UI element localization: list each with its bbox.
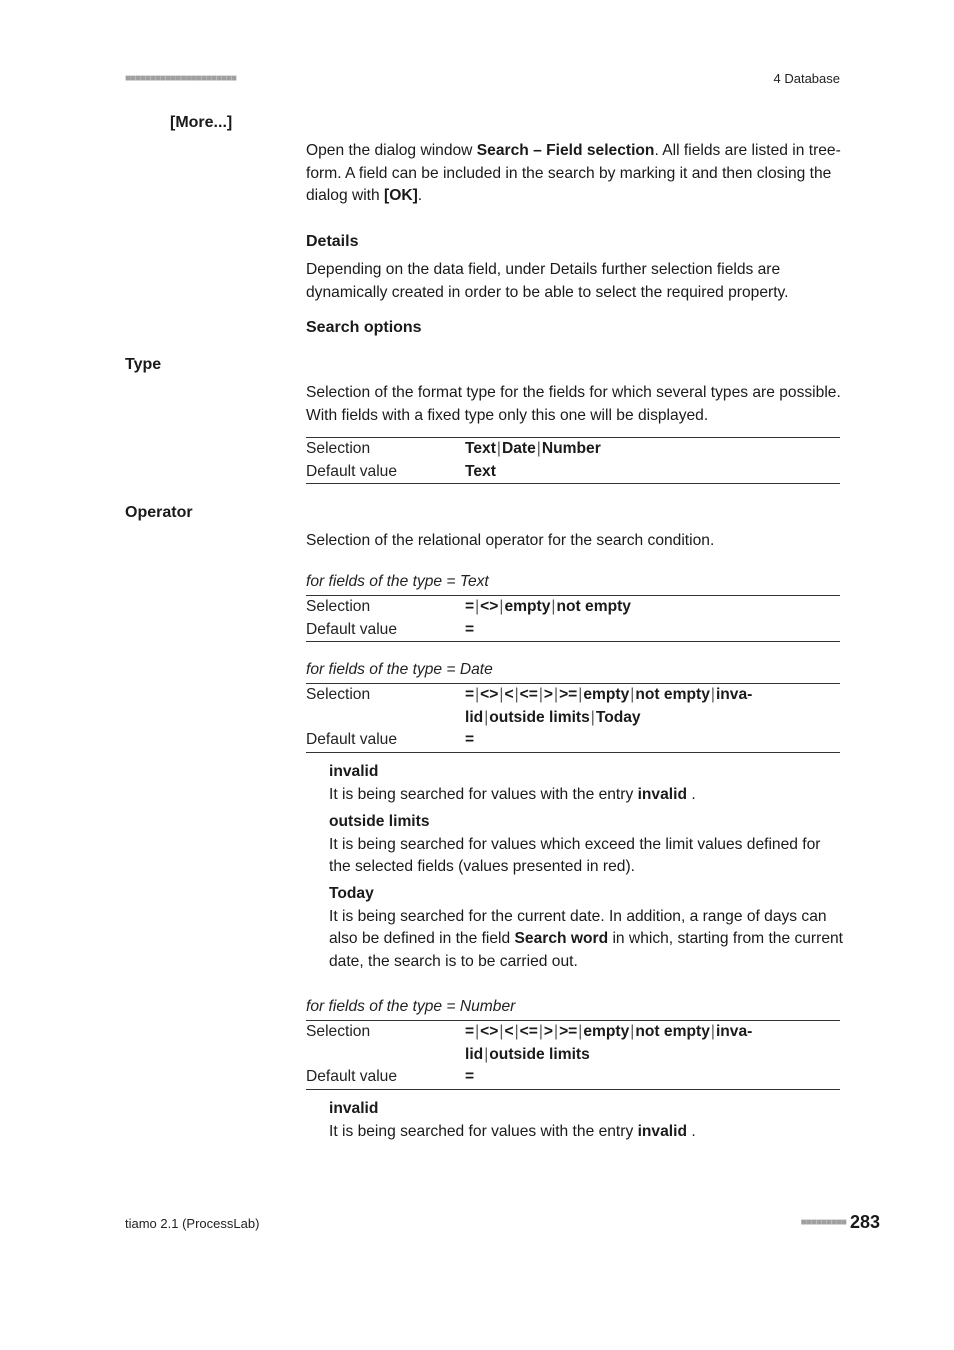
- option: Number: [541, 440, 601, 457]
- dialog-name: Search – Field selection: [476, 142, 655, 159]
- option: >=: [559, 1023, 578, 1040]
- table-row: [306, 684, 840, 729]
- option: outside limits: [489, 708, 590, 726]
- definition-term: outside limits: [329, 813, 430, 830]
- table-row: [306, 596, 840, 619]
- date-table-caption: for fields of the type = Date: [306, 661, 493, 678]
- table-row: [306, 619, 840, 642]
- selection-key: Selection: [306, 440, 371, 457]
- option: Today: [595, 708, 641, 726]
- separator: |: [536, 440, 541, 457]
- date-operator-table: [306, 683, 840, 753]
- separator: |: [554, 1023, 559, 1040]
- type-text: Selection of the format type for the fields for which several types are possible. With fields with a fixed type only this one will be displayed.: [306, 384, 841, 424]
- default-value: =: [465, 1068, 475, 1086]
- table-row: [306, 438, 840, 461]
- default-value: =: [465, 731, 475, 749]
- option: lid: [465, 708, 484, 726]
- table-row: [306, 461, 840, 484]
- separator: |: [514, 686, 519, 703]
- header-decoration: ■■■■■■■■■■■■■■■■■■■■■■: [125, 73, 236, 84]
- text-run: It is being searched for the current date. In addition, a range of days can also be defined in the field: [329, 907, 827, 948]
- text-bold: Search word: [514, 930, 609, 948]
- separator: |: [590, 708, 595, 726]
- option: <: [504, 686, 514, 703]
- details-text: Depending on the data field, under Details further selection fields are dynamically created in order to be able to select the required property.: [306, 261, 789, 301]
- option: <>: [480, 598, 499, 615]
- text-run: Open the dialog window: [306, 142, 477, 159]
- option: Text: [465, 440, 496, 457]
- definition-item: [329, 883, 844, 973]
- option: >: [543, 686, 554, 703]
- option: >=: [559, 686, 578, 703]
- footer-page: [740, 1212, 880, 1233]
- default-key: Default value: [306, 620, 398, 638]
- text-operator-table: [306, 595, 840, 642]
- separator: |: [484, 708, 489, 726]
- option: <=: [519, 1023, 538, 1040]
- number-operator-table: [306, 1020, 840, 1090]
- separator: |: [475, 686, 480, 703]
- footer-decoration: ■■■■■■■■■: [800, 1217, 846, 1228]
- separator: |: [484, 1045, 489, 1063]
- selection-line: [465, 684, 840, 707]
- text-run: It is being searched for values with the entry: [329, 785, 638, 803]
- more-description: [306, 140, 844, 208]
- definition-text: [329, 834, 844, 879]
- search-options-heading: Search options: [306, 319, 422, 336]
- option: inva-: [715, 1023, 753, 1040]
- selection-key: Selection: [306, 598, 371, 615]
- selection-values: [465, 1021, 840, 1066]
- footer-product: tiamo 2.1 (ProcessLab): [125, 1216, 260, 1231]
- separator: |: [538, 1023, 543, 1040]
- option: <>: [480, 686, 499, 703]
- definition-item: [329, 1098, 844, 1143]
- default-key: Default value: [306, 462, 398, 480]
- selection-line: [465, 707, 840, 730]
- separator: |: [710, 1023, 715, 1040]
- text-run: .: [686, 1122, 696, 1140]
- details-heading: Details: [306, 233, 359, 250]
- table-row: [306, 729, 840, 752]
- separator: |: [475, 598, 480, 615]
- default-key: Default value: [306, 731, 398, 749]
- separator: |: [538, 686, 543, 703]
- option: =: [465, 598, 475, 615]
- operator-label: Operator: [125, 504, 193, 521]
- default-value: =: [465, 620, 475, 638]
- separator: |: [499, 1023, 504, 1040]
- separator: |: [514, 1023, 519, 1040]
- option: <: [504, 1023, 514, 1040]
- type-table: [306, 437, 840, 484]
- default-key: Default value: [306, 1068, 398, 1086]
- type-label: Type: [125, 356, 162, 373]
- separator: |: [499, 598, 504, 615]
- option: not empty: [635, 1023, 710, 1040]
- definition-item: [329, 761, 844, 806]
- definition-text: [329, 1121, 844, 1144]
- selection-key: Selection: [306, 1023, 371, 1040]
- option: <=: [519, 686, 538, 703]
- selection-values: [465, 438, 840, 461]
- ok-ref: [OK]: [384, 187, 418, 205]
- chapter-title: 4 Database: [773, 71, 840, 86]
- separator: |: [499, 686, 504, 703]
- table-row: [306, 1021, 840, 1066]
- definition-term: Today: [329, 885, 374, 902]
- option: outside limits: [489, 1045, 590, 1063]
- text-run: .: [686, 785, 696, 803]
- option: >: [543, 1023, 554, 1040]
- text-run: .: [417, 187, 423, 205]
- separator: |: [496, 440, 501, 457]
- definition-term: invalid: [329, 1100, 379, 1117]
- option: not empty: [556, 598, 631, 615]
- default-value: Text: [465, 462, 496, 480]
- number-table-caption: for fields of the type = Number: [306, 998, 516, 1015]
- separator: |: [630, 1023, 635, 1040]
- option: =: [465, 686, 475, 703]
- option: Date: [501, 440, 536, 457]
- page-number: 283: [849, 1212, 880, 1232]
- operator-text: Selection of the relational operator for the search condition.: [306, 532, 715, 549]
- text-run: It is being searched for values which exceed the limit values defined for the selected fields (values presented in red).: [329, 835, 821, 876]
- option: empty: [583, 686, 630, 703]
- more-label: [More...]: [170, 114, 233, 131]
- option: lid: [465, 1045, 484, 1063]
- selection-line: [465, 1044, 840, 1067]
- selection-values: [465, 596, 840, 619]
- text-bold: invalid: [637, 785, 687, 803]
- separator: |: [554, 686, 559, 703]
- definition-text: [329, 906, 844, 974]
- text-run: in which, starting from the current date, the search is to be carried out.: [329, 930, 843, 970]
- definition-term: invalid: [329, 763, 379, 780]
- option: not empty: [635, 686, 710, 703]
- text-run: . All fields are listed in tree-form. A field can be included in the search by marking it and then closing the dialog with: [306, 142, 841, 205]
- option: empty: [504, 598, 551, 615]
- separator: |: [710, 686, 715, 703]
- separator: |: [475, 1023, 480, 1040]
- separator: |: [551, 598, 556, 615]
- separator: |: [578, 686, 583, 703]
- option: inva-: [715, 686, 753, 703]
- option: =: [465, 1023, 475, 1040]
- separator: |: [578, 1023, 583, 1040]
- table-row: [306, 1066, 840, 1089]
- text-bold: invalid: [637, 1122, 687, 1140]
- separator: |: [630, 686, 635, 703]
- option: <>: [480, 1023, 499, 1040]
- selection-line: [465, 1021, 840, 1044]
- text-table-caption: for fields of the type = Text: [306, 573, 489, 590]
- option: empty: [583, 1023, 630, 1040]
- selection-values: [465, 684, 840, 729]
- text-run: It is being searched for values with the entry: [329, 1122, 638, 1140]
- selection-key: Selection: [306, 686, 371, 703]
- definition-item: [329, 811, 844, 879]
- definition-text: [329, 784, 844, 807]
